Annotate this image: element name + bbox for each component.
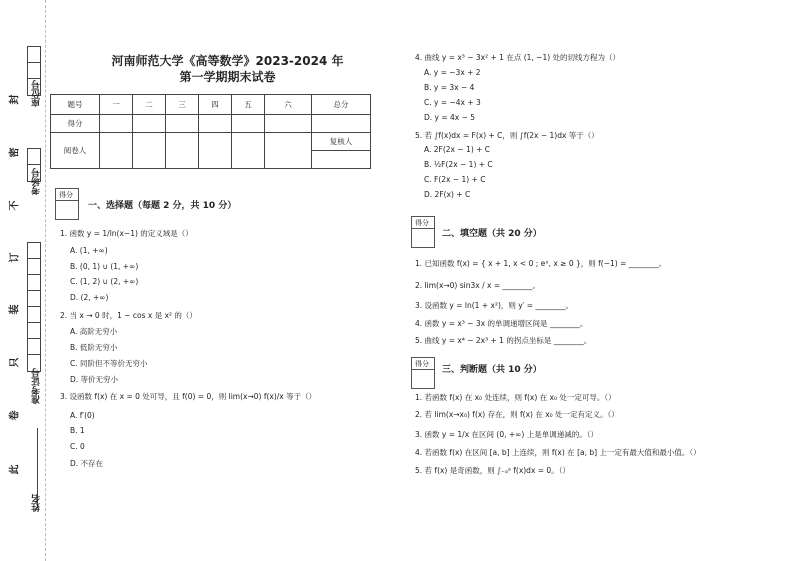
section1-score-box <box>55 188 79 220</box>
section2-heading: 二、填空题（共 20 分） <box>442 229 542 239</box>
score-cell[interactable] <box>133 115 166 133</box>
score-header-cell: 六 <box>265 95 312 115</box>
section3-heading: 三、判断题（共 10 分） <box>442 365 542 375</box>
judge-question: 4. 若函数 f(x) 在区间 [a, b] 上连续，则 f(x) 在 [a, b] 上一定有最大值和最小值。（） <box>415 448 701 457</box>
section2-score-box <box>411 216 435 248</box>
score-header-cell: 二 <box>133 95 166 115</box>
question-option: C. y = −4x + 3 <box>424 98 481 107</box>
seal-char: 此 <box>9 464 21 475</box>
fill-question: 5. 曲线 y = x⁴ − 2x³ + 1 的拐点坐标是 ________。 <box>415 336 592 345</box>
question-option: B. ½F(2x − 1) + C <box>424 160 493 169</box>
exam-room-label: 考场号 <box>32 168 42 195</box>
fill-question: 2. lim(x→0) sin3x / x = ________。 <box>415 281 540 290</box>
question-option: A. 高阶无穷小 <box>70 327 118 336</box>
binding-line <box>45 0 46 561</box>
score-cell[interactable] <box>265 115 312 133</box>
seat-number-label: 座位号 <box>32 80 42 107</box>
score-header-cell: 五 <box>232 95 265 115</box>
question-stem: 4. 曲线 y = x³ − 3x² + 1 在点 (1, −1) 处的切线方程为（） <box>415 53 621 62</box>
section3-score-label: 得分 <box>412 358 434 370</box>
score-row-label: 得分 <box>51 115 100 133</box>
question-stem: 3. 设函数 f(x) 在 x = 0 处可导，且 f(0) = 0，则 lim(x→0) f(x)/x 等于（） <box>60 392 317 401</box>
grader-cell[interactable] <box>265 133 312 169</box>
question-option: C. 同阶但不等价无穷小 <box>70 359 148 368</box>
question-option: A. y = −3x + 2 <box>424 68 481 77</box>
score-header-cell: 四 <box>199 95 232 115</box>
grader-cell[interactable] <box>100 133 133 169</box>
exam-subtitle: 第一学期期末试卷 <box>179 70 276 84</box>
seal-char: 订 <box>9 252 21 263</box>
question-option: C. (1, 2) ∪ (2, +∞) <box>70 277 139 286</box>
question-option: B. 低阶无穷小 <box>70 343 118 352</box>
grader-label: 阅卷人 <box>51 133 100 169</box>
seal-char: 装 <box>9 304 21 315</box>
question-option: D. 等价无穷小 <box>70 375 119 384</box>
question-stem: 5. 若 ∫f(x)dx = F(x) + C，则 ∫f(2x − 1)dx 等于（） <box>415 131 599 140</box>
score-header-cell: 三 <box>166 95 199 115</box>
question-stem: 2. 当 x → 0 时，1 − cos x 是 x² 的（） <box>60 311 197 320</box>
score-header-cell: 题号 <box>51 95 100 115</box>
grader-cell[interactable] <box>232 133 265 169</box>
question-option: A. f′(0) <box>70 411 95 420</box>
exam-title: 河南师范大学《高等数学》2023-2024 年 <box>111 54 344 68</box>
question-option: C. F(2x − 1) + C <box>424 175 486 184</box>
grader-cell[interactable] <box>133 133 166 169</box>
seal-char: 只 <box>9 357 21 368</box>
score-header-cell: 总分 <box>312 95 371 115</box>
judge-question: 5. 若 f(x) 是奇函数，则 ∫₋ₐᵃ f(x)dx = 0。（） <box>415 466 570 475</box>
seal-char: 卷 <box>9 410 21 421</box>
reviewer-cell[interactable] <box>312 151 371 169</box>
ticket-number-label: 准考证号 <box>32 368 42 404</box>
score-table <box>50 94 371 169</box>
question-option: B. y = 3x − 4 <box>424 83 475 92</box>
score-cell[interactable] <box>312 115 371 133</box>
score-cell[interactable] <box>199 115 232 133</box>
grader-cell[interactable] <box>166 133 199 169</box>
question-option: D. y = 4x − 5 <box>424 113 476 122</box>
seal-char: 封 <box>9 94 21 105</box>
score-cell[interactable] <box>100 115 133 133</box>
seal-char: 不 <box>9 200 21 211</box>
judge-question: 1. 若函数 f(x) 在 x₀ 处连续，则 f(x) 在 x₀ 处一定可导。（） <box>415 393 616 402</box>
fill-question: 4. 函数 y = x³ − 3x 的单调递增区间是 ________。 <box>415 319 588 328</box>
section1-score-label: 得分 <box>56 189 78 201</box>
score-cell[interactable] <box>166 115 199 133</box>
question-option: A. 2F(2x − 1) + C <box>424 145 491 154</box>
section1-heading: 一、选择题（每题 2 分，共 10 分） <box>88 201 237 211</box>
grader-cell[interactable] <box>199 133 232 169</box>
seal-char: 密 <box>9 147 21 158</box>
question-option: B. 1 <box>70 426 85 435</box>
question-option: D. (2, +∞) <box>70 293 109 302</box>
judge-question: 3. 函数 y = 1/x 在区间 (0, +∞) 上是单调递减的。（） <box>415 430 598 439</box>
fill-question: 1. 已知函数 f(x) = { x + 1, x < 0 ; eˣ, x ≥ 0 }，则 f(−1) = ________。 <box>415 259 667 268</box>
judge-question: 2. 若 lim(x→x₀) f(x) 存在，则 f(x) 在 x₀ 处一定有定义。（） <box>415 410 619 419</box>
reviewer-label: 复核人 <box>312 133 371 151</box>
question-option: A. (1, +∞) <box>70 246 108 255</box>
section3-score-box <box>411 357 435 389</box>
score-header-cell: 一 <box>100 95 133 115</box>
question-option: B. (0, 1) ∪ (1, +∞) <box>70 262 139 271</box>
name-label: 姓名 <box>32 494 42 512</box>
section2-score-label: 得分 <box>412 217 434 229</box>
score-cell[interactable] <box>232 115 265 133</box>
question-option: D. 2F(x) + C <box>424 190 471 199</box>
question-option: C. 0 <box>70 442 85 451</box>
question-stem: 1. 函数 y = 1/ln(x−1) 的定义域是（） <box>60 229 193 238</box>
question-option: D. 不存在 <box>70 459 104 468</box>
fill-question: 3. 设函数 y = ln(1 + x²)，则 y′ = ________。 <box>415 301 573 310</box>
